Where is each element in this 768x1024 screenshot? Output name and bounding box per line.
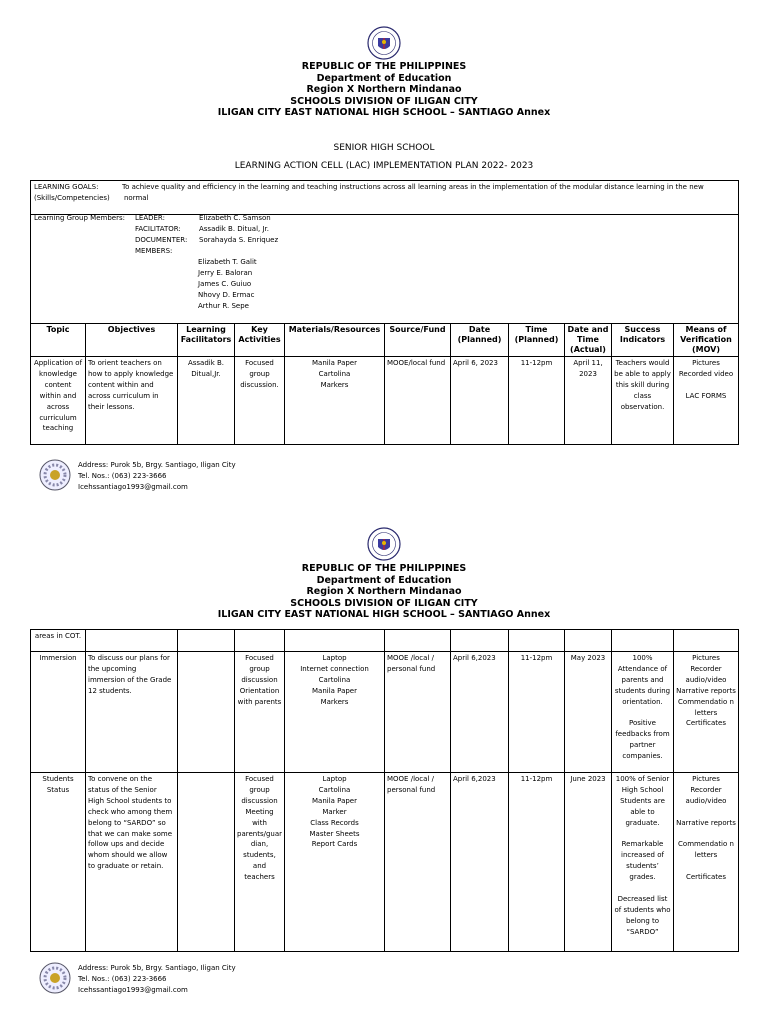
cell-time-planned: 11-12pm bbox=[509, 773, 565, 952]
cell-mov: Pictures Recorder audio/video Narrative reports Commendatio n letters Certificates bbox=[674, 652, 739, 773]
footer-email: Icehssantiago1993@gmail.com bbox=[78, 986, 188, 994]
table-row bbox=[31, 773, 739, 952]
footer-address: Address: Purok 5b, Brgy. Santiago, Iligan City bbox=[78, 964, 236, 972]
cell-objectives: To discuss our plans for the upcoming immersion of the Grade 12 students. bbox=[86, 652, 178, 773]
header-activities: Key Activities bbox=[235, 324, 285, 357]
table-row bbox=[31, 652, 739, 773]
facilitator-name: Assadik B. Ditual, Jr. bbox=[199, 225, 270, 233]
cell-date-planned: April 6,2023 bbox=[451, 652, 509, 773]
documenter-name: Sorahayda S. Enriquez bbox=[199, 236, 279, 244]
letterhead-school: ILIGAN CITY EAST NATIONAL HIGH SCHOOL – SANTIAGO Annex bbox=[217, 107, 551, 118]
cell-topic: areas in COT. bbox=[31, 630, 86, 652]
school-level-title: SENIOR HIGH SCHOOL bbox=[333, 143, 435, 153]
cell-topic: Application of knowledge content within and across curriculum teaching bbox=[31, 357, 86, 445]
cell-materials: Manila Paper Cartolina Markers bbox=[285, 357, 385, 445]
learning-goals-box bbox=[30, 180, 739, 215]
cell-topic: Immersion bbox=[31, 652, 86, 773]
header-indicators: Success Indicators bbox=[612, 324, 674, 357]
letterhead-division: SCHOOLS DIVISION OF ILIGAN CITY bbox=[290, 597, 478, 609]
cell-facilitators bbox=[178, 773, 235, 952]
plan-title: LEARNING ACTION CELL (LAC) IMPLEMENTATION PLAN 2022- 2023 bbox=[234, 161, 534, 171]
cell-indicators: 100% of Senior High School Students are able to graduate. Remarkable increased of students’ grades. Decreased list of students who belong to “SARDO” bbox=[612, 773, 674, 952]
learning-goals-label: LEARNING GOALS: bbox=[34, 183, 99, 191]
header-mov: Means of Verification (MOV) bbox=[674, 324, 739, 357]
group-members-box bbox=[30, 213, 739, 324]
cell-date-planned: April 6,2023 bbox=[451, 773, 509, 952]
cell-fund: MOOE /local / personal fund bbox=[385, 773, 451, 952]
header-facilitators: Learning Facilitators bbox=[178, 324, 235, 357]
header-objectives: Objectives bbox=[86, 324, 178, 357]
lac-plan-table-page2 bbox=[30, 629, 739, 952]
learning-goals-text: To achieve quality and efficiency in the learning and teaching instructions across all learning areas in the implementation of the modular distance learning in the new bbox=[122, 183, 704, 191]
table-header-row bbox=[31, 324, 739, 357]
cell-topic: Students Status bbox=[31, 773, 86, 952]
letterhead bbox=[0, 61, 768, 119]
table-row bbox=[31, 357, 739, 445]
header-time-planned: Time (Planned) bbox=[509, 324, 565, 357]
cell-date-planned: April 6, 2023 bbox=[451, 357, 509, 445]
member-name: Jerry E. Baloran bbox=[198, 269, 253, 277]
member-name: James C. Guiuo bbox=[198, 280, 252, 288]
school-logo bbox=[38, 458, 72, 492]
member-name: Arthur R. Sepe bbox=[198, 302, 249, 310]
cell-activities: Focused group discussion Meeting with parents/guar dian, students, and teachers bbox=[235, 773, 285, 952]
footer bbox=[38, 961, 438, 997]
letterhead-region: Region X Northern Mindanao bbox=[306, 84, 462, 95]
role-leader: LEADER: bbox=[135, 214, 165, 222]
cell-time-planned: 11-12pm bbox=[509, 357, 565, 445]
letterhead-school: ILIGAN CITY EAST NATIONAL HIGH SCHOOL – SANTIAGO Annex bbox=[217, 609, 551, 620]
cell-facilitators bbox=[178, 652, 235, 773]
cell-actual: May 2023 bbox=[565, 652, 612, 773]
letterhead-department: Department of Education bbox=[316, 574, 452, 586]
letterhead-republic: REPUBLIC OF THE PHILIPPINES bbox=[301, 61, 467, 72]
cell-time-planned: 11-12pm bbox=[509, 652, 565, 773]
role-documenter: DOCUMENTER: bbox=[135, 236, 188, 244]
header-date-planned: Date (Planned) bbox=[451, 324, 509, 357]
header-actual: Date and Time (Actual) bbox=[565, 324, 612, 357]
header-topic: Topic bbox=[31, 324, 86, 357]
cell-activities: Focused group discussion. bbox=[235, 357, 285, 445]
cell-activities: Focused group discussion Orientation with parents bbox=[235, 652, 285, 773]
school-logo bbox=[38, 961, 72, 995]
members-label: Learning Group Members: bbox=[34, 214, 125, 222]
learning-goals-label2: (Skills/Competencies) bbox=[34, 194, 110, 202]
cell-fund: MOOE /local / personal fund bbox=[385, 652, 451, 773]
cell-materials: Laptop Internet connection Cartolina Manila Paper Markers bbox=[285, 652, 385, 773]
cell-indicators: Teachers would be able to apply this skill during class observation. bbox=[612, 357, 674, 445]
lac-plan-table-page1 bbox=[30, 323, 739, 445]
footer bbox=[38, 458, 438, 494]
role-members: MEMBERS: bbox=[135, 247, 173, 255]
table-row bbox=[31, 630, 739, 652]
deped-seal-logo bbox=[367, 26, 401, 60]
cell-facilitators: Assadik B. Ditual,Jr. bbox=[178, 357, 235, 445]
cell-indicators: 100% Attendance of parents and students during orientation. Positive feedbacks from partner companies. bbox=[612, 652, 674, 773]
cell-actual: June 2023 bbox=[565, 773, 612, 952]
header-fund: Source/Fund bbox=[385, 324, 451, 357]
member-name: Elizabeth T. Galit bbox=[198, 258, 257, 266]
letterhead bbox=[0, 563, 768, 621]
leader-name: Elizabeth C. Samson bbox=[199, 214, 271, 222]
cell-mov: Pictures Recorder audio/video Narrative reports Commendatio n letters Certificates bbox=[674, 773, 739, 952]
header-materials: Materials/Resources bbox=[285, 324, 385, 357]
member-name: Nhovy D. Ermac bbox=[198, 291, 255, 299]
cell-objectives: To orient teachers on how to apply knowledge content within and across curriculum in their lessons. bbox=[86, 357, 178, 445]
cell-materials: Laptop Cartolina Manila Paper Marker Class Records Master Sheets Report Cards bbox=[285, 773, 385, 952]
letterhead-region: Region X Northern Mindanao bbox=[306, 586, 462, 597]
cell-objectives: To convene on the status of the Senior High School students to check who among them belong to “SARDO” so that we can make some follow ups and decide whom should we allow to graduate or retain. bbox=[86, 773, 178, 952]
footer-tel: Tel. Nos.: (063) 223-3666 bbox=[78, 472, 167, 480]
footer-email: Icehssantiago1993@gmail.com bbox=[78, 483, 188, 491]
letterhead-department: Department of Education bbox=[316, 72, 452, 84]
cell-actual: April 11, 2023 bbox=[565, 357, 612, 445]
footer-tel: Tel. Nos.: (063) 223-3666 bbox=[78, 975, 167, 983]
letterhead-republic: REPUBLIC OF THE PHILIPPINES bbox=[301, 563, 467, 574]
footer-address: Address: Purok 5b, Brgy. Santiago, Iligan City bbox=[78, 461, 236, 469]
cell-mov: Pictures Recorded video LAC FORMS bbox=[674, 357, 739, 445]
learning-goals-text2: normal bbox=[124, 194, 149, 202]
deped-seal-logo bbox=[367, 527, 401, 561]
cell-fund: MOOE/local fund bbox=[385, 357, 451, 445]
letterhead-division: SCHOOLS DIVISION OF ILIGAN CITY bbox=[290, 95, 478, 107]
role-facilitator: FACILITATOR: bbox=[135, 225, 181, 233]
